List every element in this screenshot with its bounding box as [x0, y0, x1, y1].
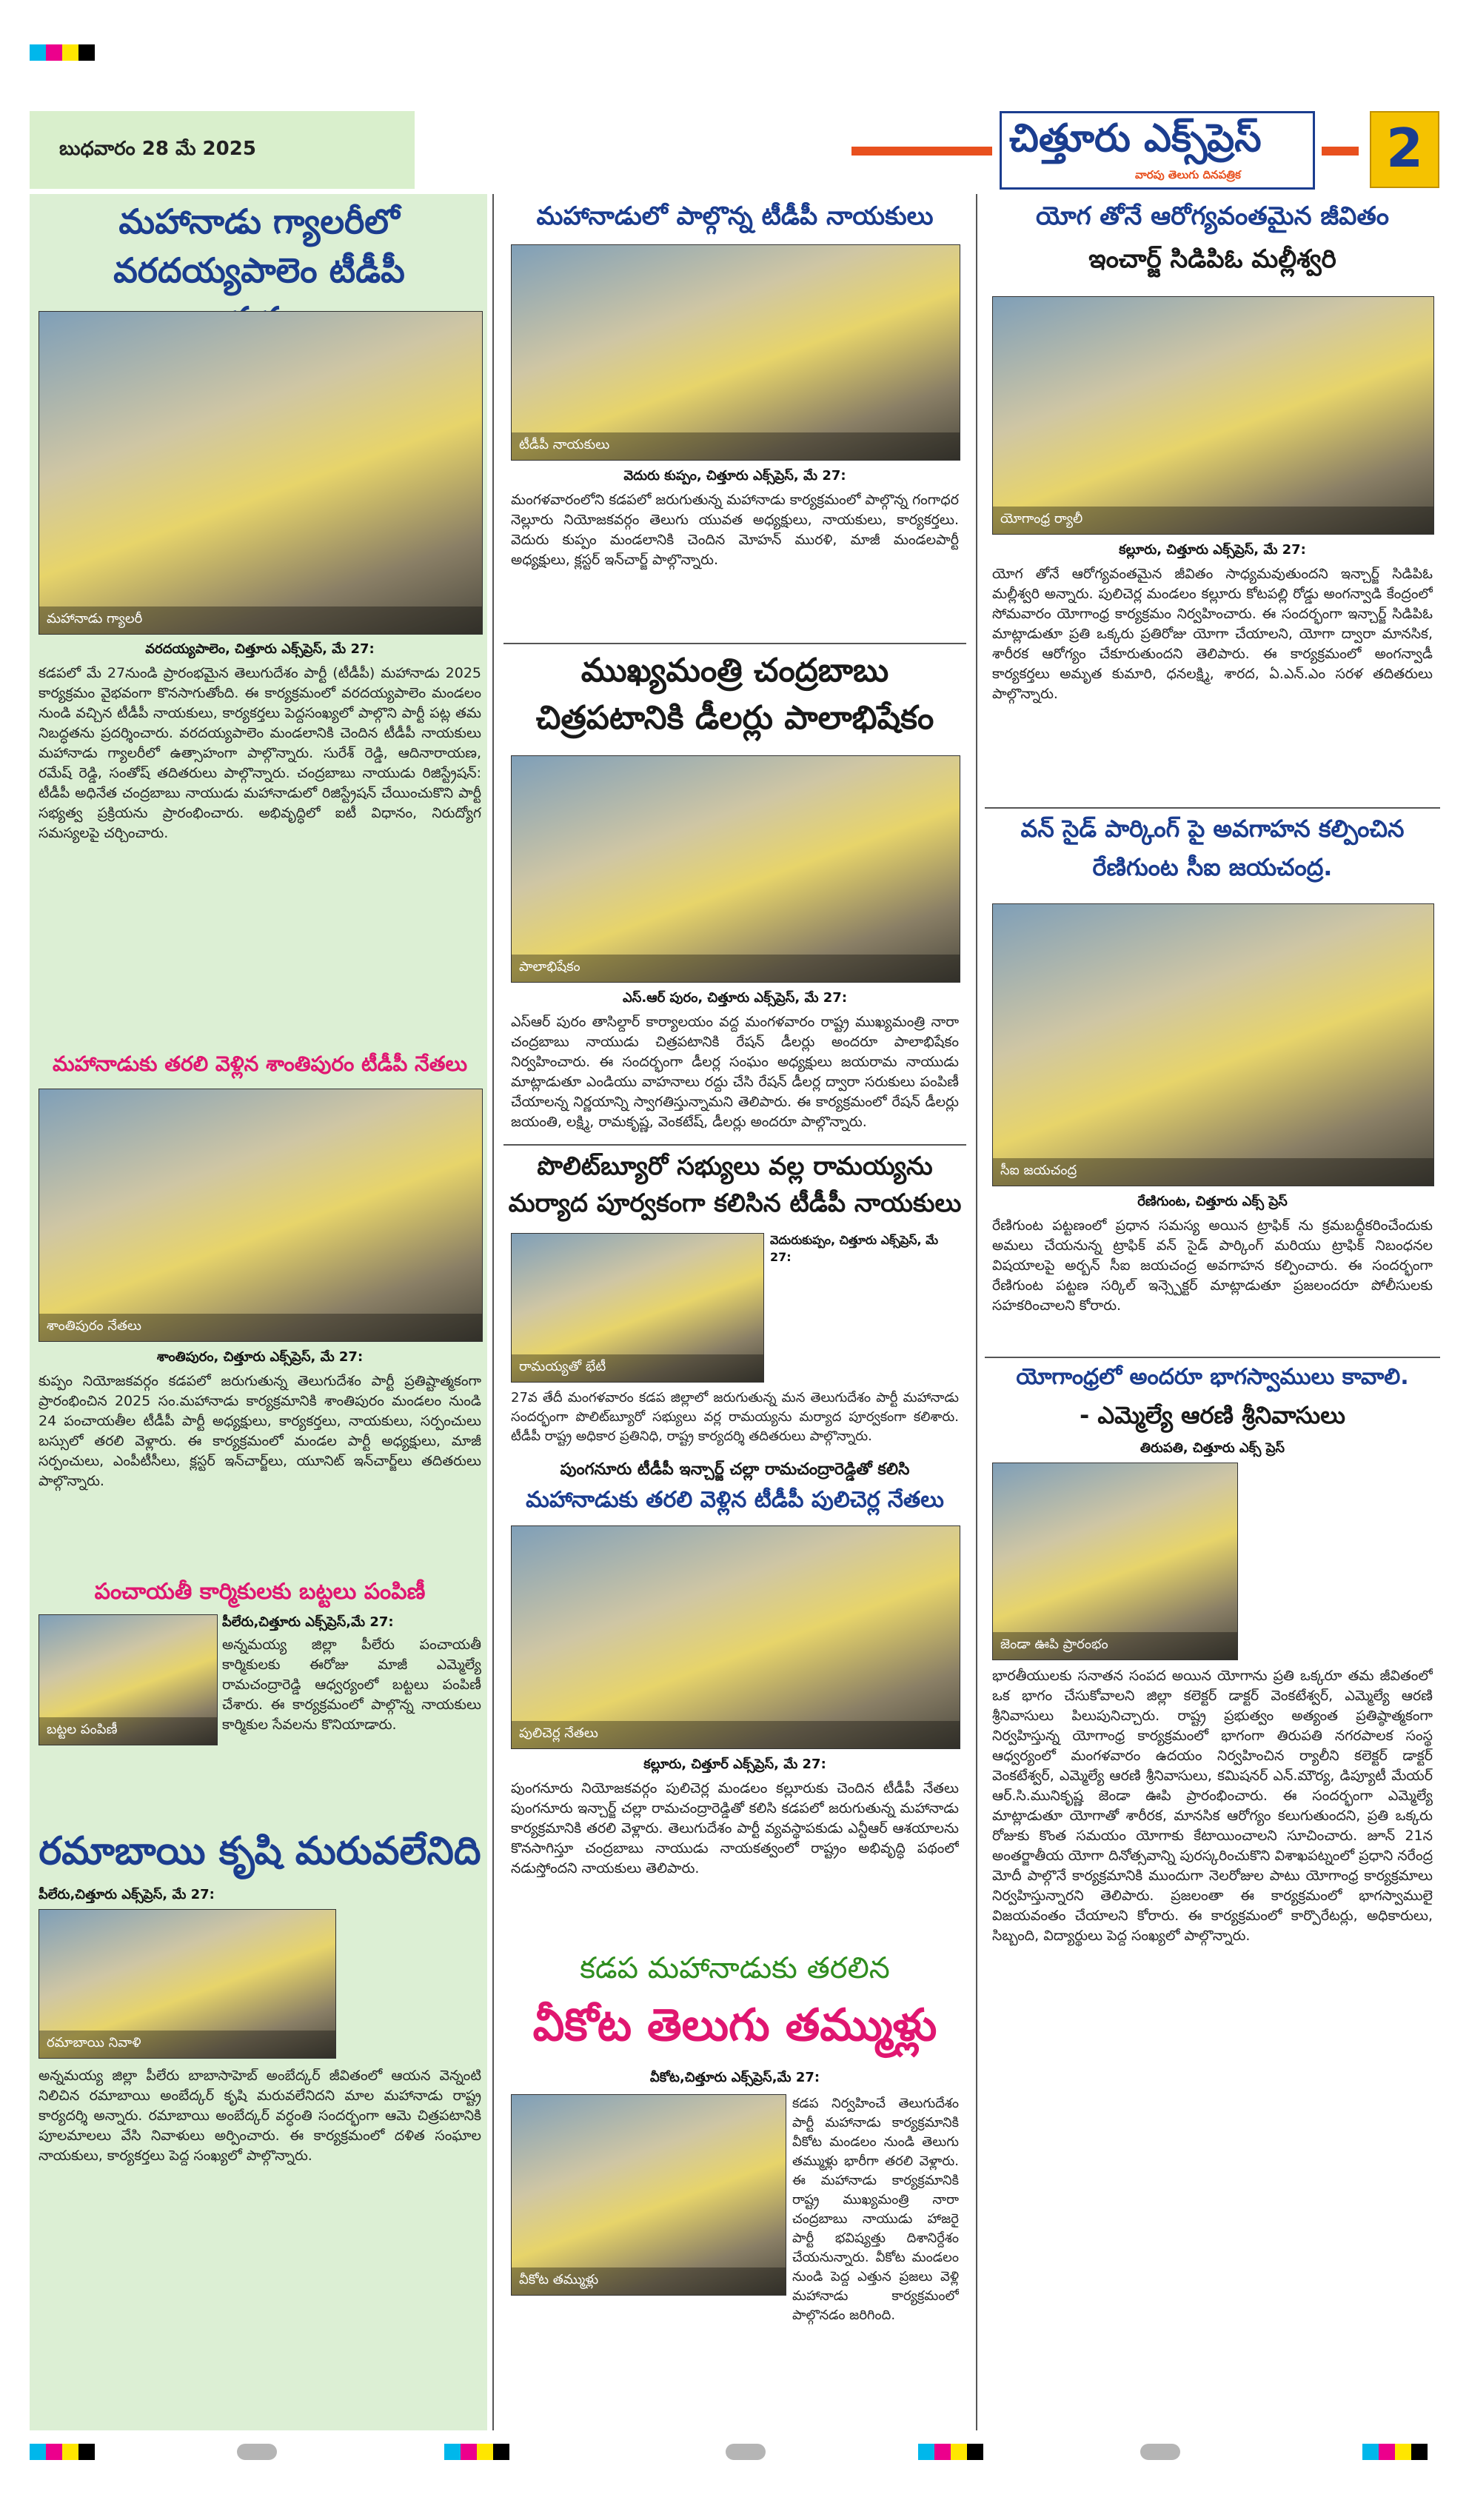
col1-headline-line1: మహానాడు గ్యాలరీలో: [118, 201, 400, 241]
col2-headline5a: కడప మహానాడుకు తరలిన: [580, 1951, 890, 1985]
col2-body4: పుంగనూరు నియోజకవర్గం పులిచెర్ల మండలం కల్లూరుకు చెందిన టీడీపీ నేతలు పుంగనూరు ఇన్చార్జ్ చల్లా రామచంద్రారెడ్డితో కలిసి కడపలో జరుగుతున్న మహానాడు కార్యక్రమానికి తరలి వెళ్లారు. తెలుగుదేశం పార్టీ వ్యవస్థాపకుడు ఎన్టీఆర్ ఆశయాలను కొనసాగిస్తూ చంద్రబాబు నాయుడు నాయకత్వంలో రాష్ట్రం అభివృద్ధి పథంలో నడుస్తోందని నాయకులు తెలిపారు.: [511, 1780, 959, 1876]
registration-bar-top: [30, 44, 1436, 59]
photo-vkota-cadres: వీకోట తమ్ముళ్లు: [511, 2094, 786, 2296]
masthead-logo: [1000, 111, 1315, 190]
photo-gallery-leaders: మహానాడు గ్యాలరీ: [39, 311, 483, 635]
column-rule-1: [492, 194, 494, 2430]
col2-headline3b: మర్యాద పూర్వకంగా కలిసిన టీడీపీ నాయకులు: [508, 1189, 962, 1218]
col1-body2: కుప్పం నియోజకవర్గం కడపలో జరుగుతున్న తెలుగుదేశం పార్టీ ప్రతిష్టాత్మకంగా ప్రారంభించిన 2025 సం.మహానాడు కార్యక్రమానికి శాంతిపురం మండలం నుండి 24 పంచాయతీల టీడీపీ పార్టీ అధ్యక్షులు, కార్యకర్తలు, నాయకులు, సర్పంచులు బస్సులో తరలి వెళ్లారు. ఈ కార్యక్రమంలో మండల పార్టీ అధ్యక్షులు, మాజీ సర్పంచులు, ఎంపీటీసీలు, క్లస్టర్ ఇన్‌చార్జ్‌లు, యూనిట్ ఇన్‌చార్జ్‌లు తదితరులు పాల్గొన్నారు.: [39, 1373, 481, 1489]
col3-rule-1: [985, 807, 1440, 809]
col3-dateline1: కల్లూరు, చిత్తూరు ఎక్స్‌ప్రెస్, మే 27:: [1119, 542, 1306, 558]
col2-headline3a: పొలిట్‌బ్యూరో సభ్యులు వల్ల రామయ్యను: [537, 1152, 933, 1181]
col3-rule-2: [985, 1357, 1440, 1358]
photo-ramayya-meeting: రామయ్యతో భేటీ: [511, 1233, 764, 1383]
col1-subheadline: మహానాడుకు తరలి వెళ్లిన శాంతిపురం టీడీపీ నేతలు: [52, 1052, 468, 1076]
col1-dateline1: వరదయ్యపాలెం, చిత్తూరు ఎక్స్‌ప్రెస్, మే 27:: [145, 641, 375, 657]
photo-flag-off-rally: జెండా ఊపి ప్రారంభం: [992, 1463, 1238, 1660]
col3-headline1: యోగ తోనే ఆరోగ్యవంతమైన జీవితం: [1035, 201, 1390, 231]
col2-rule-1: [503, 643, 966, 644]
col1-body3: అన్నమయ్య జిల్లా పీలేరు పంచాయతీ కార్మికులకు ఈరోజు మాజీ ఎమ్మెల్యే రామచంద్రారెడ్డి ఆధ్వర్యంలో బట్టలు పంపిణీ చేశారు. ఈ కార్యక్రమంలో పాల్గొన్న నాయకులు కార్మికుల సేవలను కొనియాడారు.: [222, 1637, 481, 1733]
photo-renigunta-ci: సీఐ జయచంద్ర: [992, 903, 1434, 1186]
page-number-box: [1370, 111, 1439, 188]
logo-tagline: వారపు తెలుగు దినపత్రిక: [1135, 168, 1241, 181]
registration-bar-bottom: [30, 2444, 1436, 2461]
col2-rule-2: [503, 1144, 966, 1146]
col2-body1: మంగళవారంలోని కడపలో జరుగుతున్న మహానాడు కార్యక్రమంలో పాల్గొన్న గంగాధర నెల్లూరు నియోజకవర్గం తెలుగు యువత అధ్యక్షులు, నాయకులు, కార్యకర్తలు. వెదురు కుప్పం మండలానికి చెందిన మోహన్ మురళి, మాజీ మండలపార్టీ అధ్యక్షులు, క్లస్టర్ ఇన్‌చార్జ్ పాల్గొన్నారు.: [511, 492, 959, 568]
col2-dateline2: ఎస్.ఆర్ పురం, చిత్తూరు ఎక్స్‌ప్రెస్, మే 27:: [622, 990, 848, 1006]
col2-headline2b: చిత్రపటానికి డీలర్లు పాలాభిషేకం: [535, 699, 934, 737]
col2-headline4b: మహానాడుకు తరలి వెళ్లిన టీడీపీ పులిచెర్ల నేతలు: [526, 1487, 944, 1513]
logo-text: చిత్తూరు ఎక్స్‌ప్రెస్: [1009, 116, 1262, 161]
column-rule-2: [976, 194, 977, 2430]
masthead-rule-left: [851, 147, 992, 156]
photo-clothes-distribution: బట్టల పంపిణీ: [39, 1614, 218, 1745]
col3-headline3: యోగాంధ్రలో అందరూ భాగస్వాములు కావాలి.: [1016, 1364, 1409, 1390]
masthead-rule-right: [1322, 147, 1359, 156]
col3-body3: భారతీయులకు సనాతన సంపద అయిన యోగాను ప్రతి ఒక్కరూ తమ జీవితంలో ఒక భాగం చేసుకోవాలని జిల్లా కలెక్టర్ డాక్టర్ వెంకటేశ్వర్, ఎమ్మెల్యే ఆరణి శ్రీనివాసులు పిలుపునిచ్చారు. రాష్ట్ర ప్రభుత్వం అత్యంత ప్రతిష్ఠాత్మకంగా నిర్వహిస్తున్న యోగాంధ్ర కార్యక్రమంలో భాగంగా తిరుపతి నగరపాలక సంస్థ ఆధ్వర్యంలో మంగళవారం ఉదయం నిర్వహించిన ర్యాలీని కలెక్టర్ డాక్టర్ వెంకటేశ్వర్, ఎమ్మెల్యే ఆరణి శ్రీనివాసులు, కమిషనర్ ఎన్.మౌర్య, డిప్యూటీ మేయర్ ఆర్.సి.మునికృష్ణ జెండా ఊపి ప్రారంభించారు. ఈ సందర్భంగా ఎమ్మెల్యే మాట్లాడుతూ యోగాతో శారీరక, మానసిక ఆరోగ్యం కలుగుతుందని, ప్రతి ఒక్కరు రోజుకు కొంత సమయం యోగాకు కేటాయించాలని సూచించారు. జూన్ 21న అంతర్జాతీయ యోగా దినోత్సవాన్ని పురస్కరించుకొని విశాఖపట్నంలో ప్రధాని నరేంద్ర మోదీ పాల్గొనే కార్యక్రమానికి ముందుగా నెలరోజుల పాటు యోగాంధ్ర కార్యక్రమాలు నిర్వహిస్తున్నారని తెలిపారు. ప్రజలంతా ఈ కార్యక్రమంలో భాగస్వాములై విజయవంతం చేయాలని కోరారు. ఈ కార్యక్రమంలో కార్పొరేటర్లు, అధికారులు, సిబ్బంది, విద్యార్థులు పెద్ద సంఖ్యలో పాల్గొన్నారు.: [992, 1668, 1433, 1944]
col3-dateline2: రేణిగుంట, చిత్తూరు ఎక్స్ ప్రెస్: [1137, 1194, 1288, 1209]
masthead: [30, 111, 1436, 189]
col1-dateline3: పీలేరు,చిత్తూరు ఎక్స్‌ప్రెస్,మే 27:: [222, 1614, 394, 1630]
col1-subheadline2: పంచాయతీ కార్మికులకు బట్టలు పంపిణీ: [94, 1579, 426, 1605]
col1-body4: అన్నమయ్య జిల్లా పీలేరు బాబాసాహెబ్ అంబేద్కర్ జీవితంలో ఆయన వెన్నంటి నిలిచిన రమాబాయి అంబేద్కర్ కృషి మరువలేనిదని మాల మహానాడు రాష్ట్ర కార్యదర్శి అన్నారు. రమాబాయి అంబేద్కర్ వర్ధంతి సందర్భంగా ఆమె చిత్రపటానికి పూలమాలలు వేసి నివాళులు అర్పించారు. ఈ కార్యక్రమంలో దళిత సంఘాల నాయకులు, కార్యకర్తలు పెద్ద సంఖ్యలో పాల్గొన్నారు.: [39, 2068, 481, 2164]
col3-body2: రేణిగుంట పట్టణంలో ప్రధాన సమస్య అయిన ట్రాఫిక్ ను క్రమబద్ధీకరించేందుకు అమలు చేయనున్న ట్రాఫిక్ వన్ సైడ్ పార్కింగ్ మరియు ట్రాఫిక్ నిబంధనల విషయాలపై అర్బన్ సీఐ జయచంద్ర అవగాహన కల్పించారు. ఈ సందర్భంగా రేణిగుంట పట్టణ సర్కిల్ ఇన్స్పెక్టర్ మాట్లాడుతూ ప్రజలందరూ పోలీసులకు సహకరించాలని కోరారు.: [992, 1217, 1433, 1314]
col3-body1: యోగ తోనే ఆరోగ్యవంతమైన జీవితం సాధ్యమవుతుందని ఇన్చార్జ్ సిడిపిఓ మల్లీశ్వరి అన్నారు. పులిచెర్ల మండలం కల్లూరు కోటపల్లి రోడ్డు అంగన్వాడి కేంద్రంలో సోమవారం యోగాంధ్ర కార్యక్రమం నిర్వహించారు. ఈ సందర్భంగా ఇన్చార్జ్ సిడిపిఓ మాట్లాడుతూ ప్రతి ఒక్కరు ప్రతిరోజు యోగా చేయాలని, యోగా ద్వారా మానసిక, శారీరక ఆరోగ్యం చేకూరుతుందని తెలిపారు. ఈ కార్యక్రమంలో అంగన్వాడీ కార్యకర్తలు అమృత కుమారి, ధనలక్ష్మి, శారద, ఏ.ఎన్.ఎం సరళ తదితరులు పాల్గొన్నారు.: [992, 566, 1433, 702]
photo-pulicherla-leaders: పులిచెర్ల నేతలు: [511, 1525, 960, 1749]
col1-body1: కడపలో మే 27నుండి ప్రారంభమైన తెలుగుదేశం పార్టీ (టీడీపీ) మహానాడు 2025 కార్యక్రమం వైభవంగా కొనసాగుతోంది. ఈ కార్యక్రమంలో వరదయ్యపాలెం మండలం నుండి వచ్చిన టీడీపీ నాయకులు, కార్యకర్తలు పెద్దసంఖ్యలో పాల్గొని పార్టీ పట్ల తమ నిబద్ధతను ప్రదర్శించారు. వరదయ్యపాలెం మండలానికి చెందిన టీడీపీ నాయకులు మహానాడు గ్యాలరీలో ఉత్సాహంగా పాల్గొన్నారు. సురేశ్ రెడ్డి, ఆదినారాయణ, రమేష్ రెడ్డి, సంతోష్ తదితరులు పాల్గొన్నారు. చంద్రబాబు నాయుడు రిజిస్ట్రేషన్: టీడీపీ అధినేత చంద్రబాబు నాయుడు మహానాడులో రిజిస్ట్రేషన్ చేయించుకొని పార్టీ సభ్యత్వ ప్రక్రియను ప్రారంభించారు. అభివృద్ధిలో ఐటీ విధానం, నిరుద్యోగ సమస్యలపై చర్చించారు.: [39, 665, 481, 841]
col2-headline5b: వీకోట తెలుగు తమ్ముళ్లు: [532, 1999, 937, 2051]
col2-body3: 27వ తేదీ మంగళవారం కడప జిల్లాలో జరుగుతున్న మన తెలుగుదేశం పార్టీ మహానాడు సందర్భంగా పొలిట్‌బ్యూరో సభ్యులు వర్ల రామయ్యను మర్యాద పూర్వకంగా కలిశారు. టీడీపీ రాష్ట్ర అధికార ప్రతినిధి, రాష్ట్ర కార్యదర్శి తదితరులు పాల్గొన్నారు.: [511, 1390, 959, 1444]
col2-headline4a: పుంగనూరు టీడీపీ ఇన్చార్జ్ చల్లా రామచంద్రారెడ్డితో కలిసి: [560, 1460, 910, 1479]
col3-headline3b: - ఎమ్మెల్యే ఆరణి శ్రీనివాసులు: [1079, 1401, 1346, 1429]
masthead-date: బుధవారం 28 మే 2025: [59, 138, 256, 160]
col2-dateline5: వీకోట,చిత్తూరు ఎక్స్‌ప్రెస్,మే 27:: [649, 2070, 820, 2085]
col3-headline1b: ఇంచార్జ్ సిడిపిఓ మల్లీశ్వరి: [1088, 244, 1336, 274]
photo-mahanadu-leaders: టీడీపీ నాయకులు: [511, 244, 960, 461]
col2-headline2a: ముఖ్యమంత్రి చంద్రబాబు: [580, 652, 889, 689]
col3-headline2a: వన్ సైడ్ పార్కింగ్ పై అవగాహన కల్పించిన: [1020, 815, 1405, 843]
col2-headline1: మహానాడులో పాల్గొన్న టీడీపీ నాయకులు: [536, 201, 934, 231]
col1-dateline2: శాంతిపురం, చిత్తూరు ఎక్స్‌ప్రెస్, మే 27:: [156, 1349, 364, 1365]
col2-dateline1: వెదురు కుప్పం, చిత్తూరు ఎక్స్‌ప్రెస్, మే 27:: [623, 468, 846, 484]
col2-dateline3: వెదురుకుప్పం, చిత్తూరు ఎక్స్‌ప్రెస్, మే 27:: [770, 1233, 939, 1264]
col1-big-headline: రమాబాయి కృషి మరువలేనిది: [39, 1829, 481, 1874]
col3-dateline3: తిరుపతి, చిత్తూరు ఎక్స్ ప్రెస్: [1140, 1440, 1285, 1456]
photo-shantipuram-leaders: శాంతిపురం నేతలు: [39, 1089, 483, 1342]
col1-headline-line2: వరదయ్యపాలెం టీడీపీ: [113, 250, 405, 290]
photo-ramabai-tribute: రమాబాయి నివాళి: [39, 1909, 336, 2059]
photo-milk-abhishekam: పాలాభిషేకం: [511, 755, 960, 983]
col2-body2: ఎస్ఆర్ పురం తాసిల్దార్ కార్యాలయం వద్ద మంగళవారం రాష్ట్ర ముఖ్యమంత్రి నారా చంద్రబాబు నాయుడు చిత్రపటానికి రేషన్ డీలర్లు అందరూ పాలాభిషేకం నిర్వహించారు. ఈ సందర్భంగా డీలర్ల సంఘం అధ్యక్షులు జయరామ నాయుడు మాట్లాడుతూ ఎండియు వాహనాలు రద్దు చేసి రేషన్ డీలర్ల ద్వారా సరుకులు పంపిణీ చేయాలన్న నిర్ణయాన్ని స్వాగతిస్తున్నామని తెలిపారు. ఈ కార్యక్రమంలో రేషన్ డీలర్లు జయంతి, లక్ష్మి, రామకృష్ణ, వెంకటేష్, డీలర్లు అందరూ పాల్గొన్నారు.: [511, 1014, 959, 1130]
page-number: 2: [1385, 117, 1424, 179]
photo-yoga-event: యోగాంధ్ర ర్యాలీ: [992, 296, 1434, 535]
col1-dateline4: పీలేరు,చిత్తూరు ఎక్స్‌ప్రెస్, మే 27:: [39, 1887, 215, 1902]
col2-body5: కడప నిర్వహించే తెలుగుదేశం పార్టీ మహానాడు కార్యక్రమానికి వీకోట మండలం నుండి తెలుగు తమ్ముళ్లు భారీగా తరలి వెళ్లారు. ఈ మహానాడు కార్యక్రమానికి రాష్ట్ర ముఖ్యమంత్రి నారా చంద్రబాబు నాయుడు హాజరై పార్టీ భవిష్యత్తు దిశానిర్దేశం చేయనున్నారు. వీకోట మండలం నుండి పెద్ద ఎత్తున ప్రజలు వెళ్లి మహానాడు కార్యక్రమంలో పాల్గొనడం జరిగింది.: [792, 2096, 959, 2323]
col3-headline2b: రేణిగుంట సీఐ జయచంద్ర.: [1092, 853, 1333, 881]
col2-dateline4: కల్లూరు, చిత్తూర్ ఎక్స్‌ప్రెస్, మే 27:: [643, 1757, 826, 1772]
